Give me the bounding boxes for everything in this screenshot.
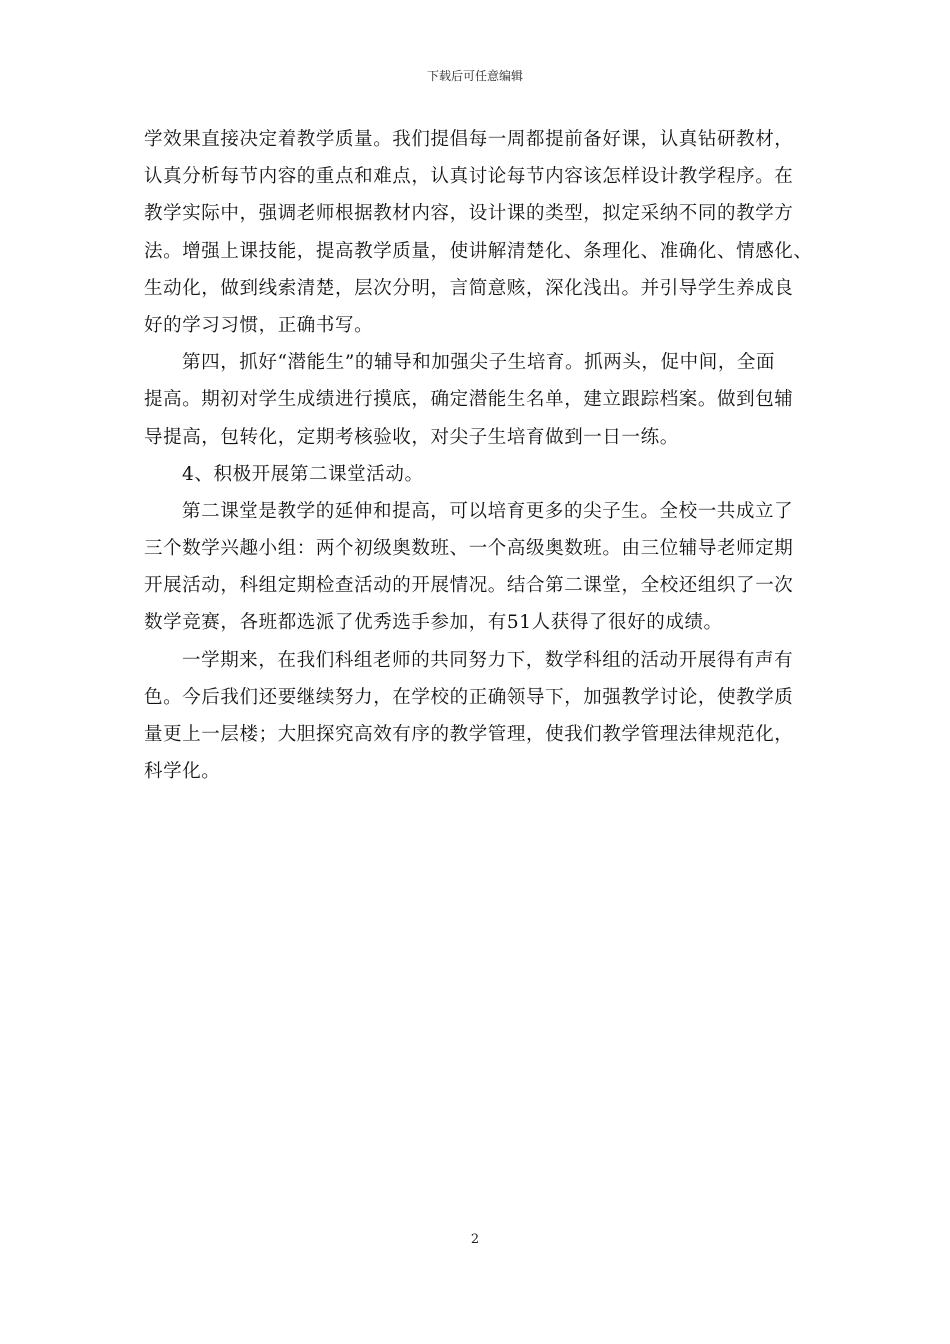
text-line: 法。增强上课技能，提高教学质量，使讲解清楚化、条理化、准确化、情感化、 xyxy=(144,240,813,262)
text-line: 开展活动，科组定期检查活动的开展情况。结合第二课堂，全校还组织了一次 xyxy=(144,575,794,597)
text-line: 量更上一层楼；大胆探究高效有序的教学管理，使我们教学管理法律规范化， xyxy=(144,724,794,745)
document-body xyxy=(144,121,813,790)
page-header: 下载后可任意编辑 xyxy=(426,69,523,83)
text-line: 导提高，包转化，定期考核验收，对尖子生培育做到一日一练。 xyxy=(144,426,679,448)
text-line: 一学期来，在我们科组老师的共同努力下，数学科组的活动开展得有声有 xyxy=(182,649,794,671)
text-line: 第四，抓好“潜能生”的辅导和加强尖子生培育。抓两头，促中间，全面 xyxy=(182,352,776,374)
text-line: 生动化，做到线索清楚，层次分明，言简意赅，深化浅出。并引导学生养成良 xyxy=(144,277,794,299)
text-line: 教学实际中，强调老师根据教材内容，设计课的类型，拟定采纳不同的教学方 xyxy=(144,203,794,225)
text-line: 好的学习习惯，正确书写。 xyxy=(144,314,374,336)
text-line: 色。今后我们还要继续努力，在学校的正确领导下，加强教学讨论，使教学质 xyxy=(144,686,794,708)
text-line: 第二课堂是教学的延伸和提高，可以培育更多的尖子生。全校一共成立了 xyxy=(182,500,794,522)
text-line: 学效果直接决定着教学质量。我们提倡每一周都提前备好课，认真钻研教材， xyxy=(144,129,794,150)
section-heading: 4、积极开展第二课堂活动。 xyxy=(182,463,424,485)
text-line: 科学化。 xyxy=(144,761,221,783)
text-line: 认真分析每节内容的重点和难点，认真讨论每节内容该怎样设计教学程序。在 xyxy=(144,166,794,188)
page-number: 2 xyxy=(470,1232,480,1247)
text-line: 提高。期初对学生成绩进行摸底，确定潜能生名单，建立跟踪档案。做到包辅 xyxy=(144,389,794,411)
text-line: 数学竞赛，各班都选派了优秀选手参加，有51人获得了很好的成绩。 xyxy=(144,612,723,634)
text-line: 三个数学兴趣小组：两个初级奥数班、一个高级奥数班。由三位辅导老师定期 xyxy=(144,538,794,560)
